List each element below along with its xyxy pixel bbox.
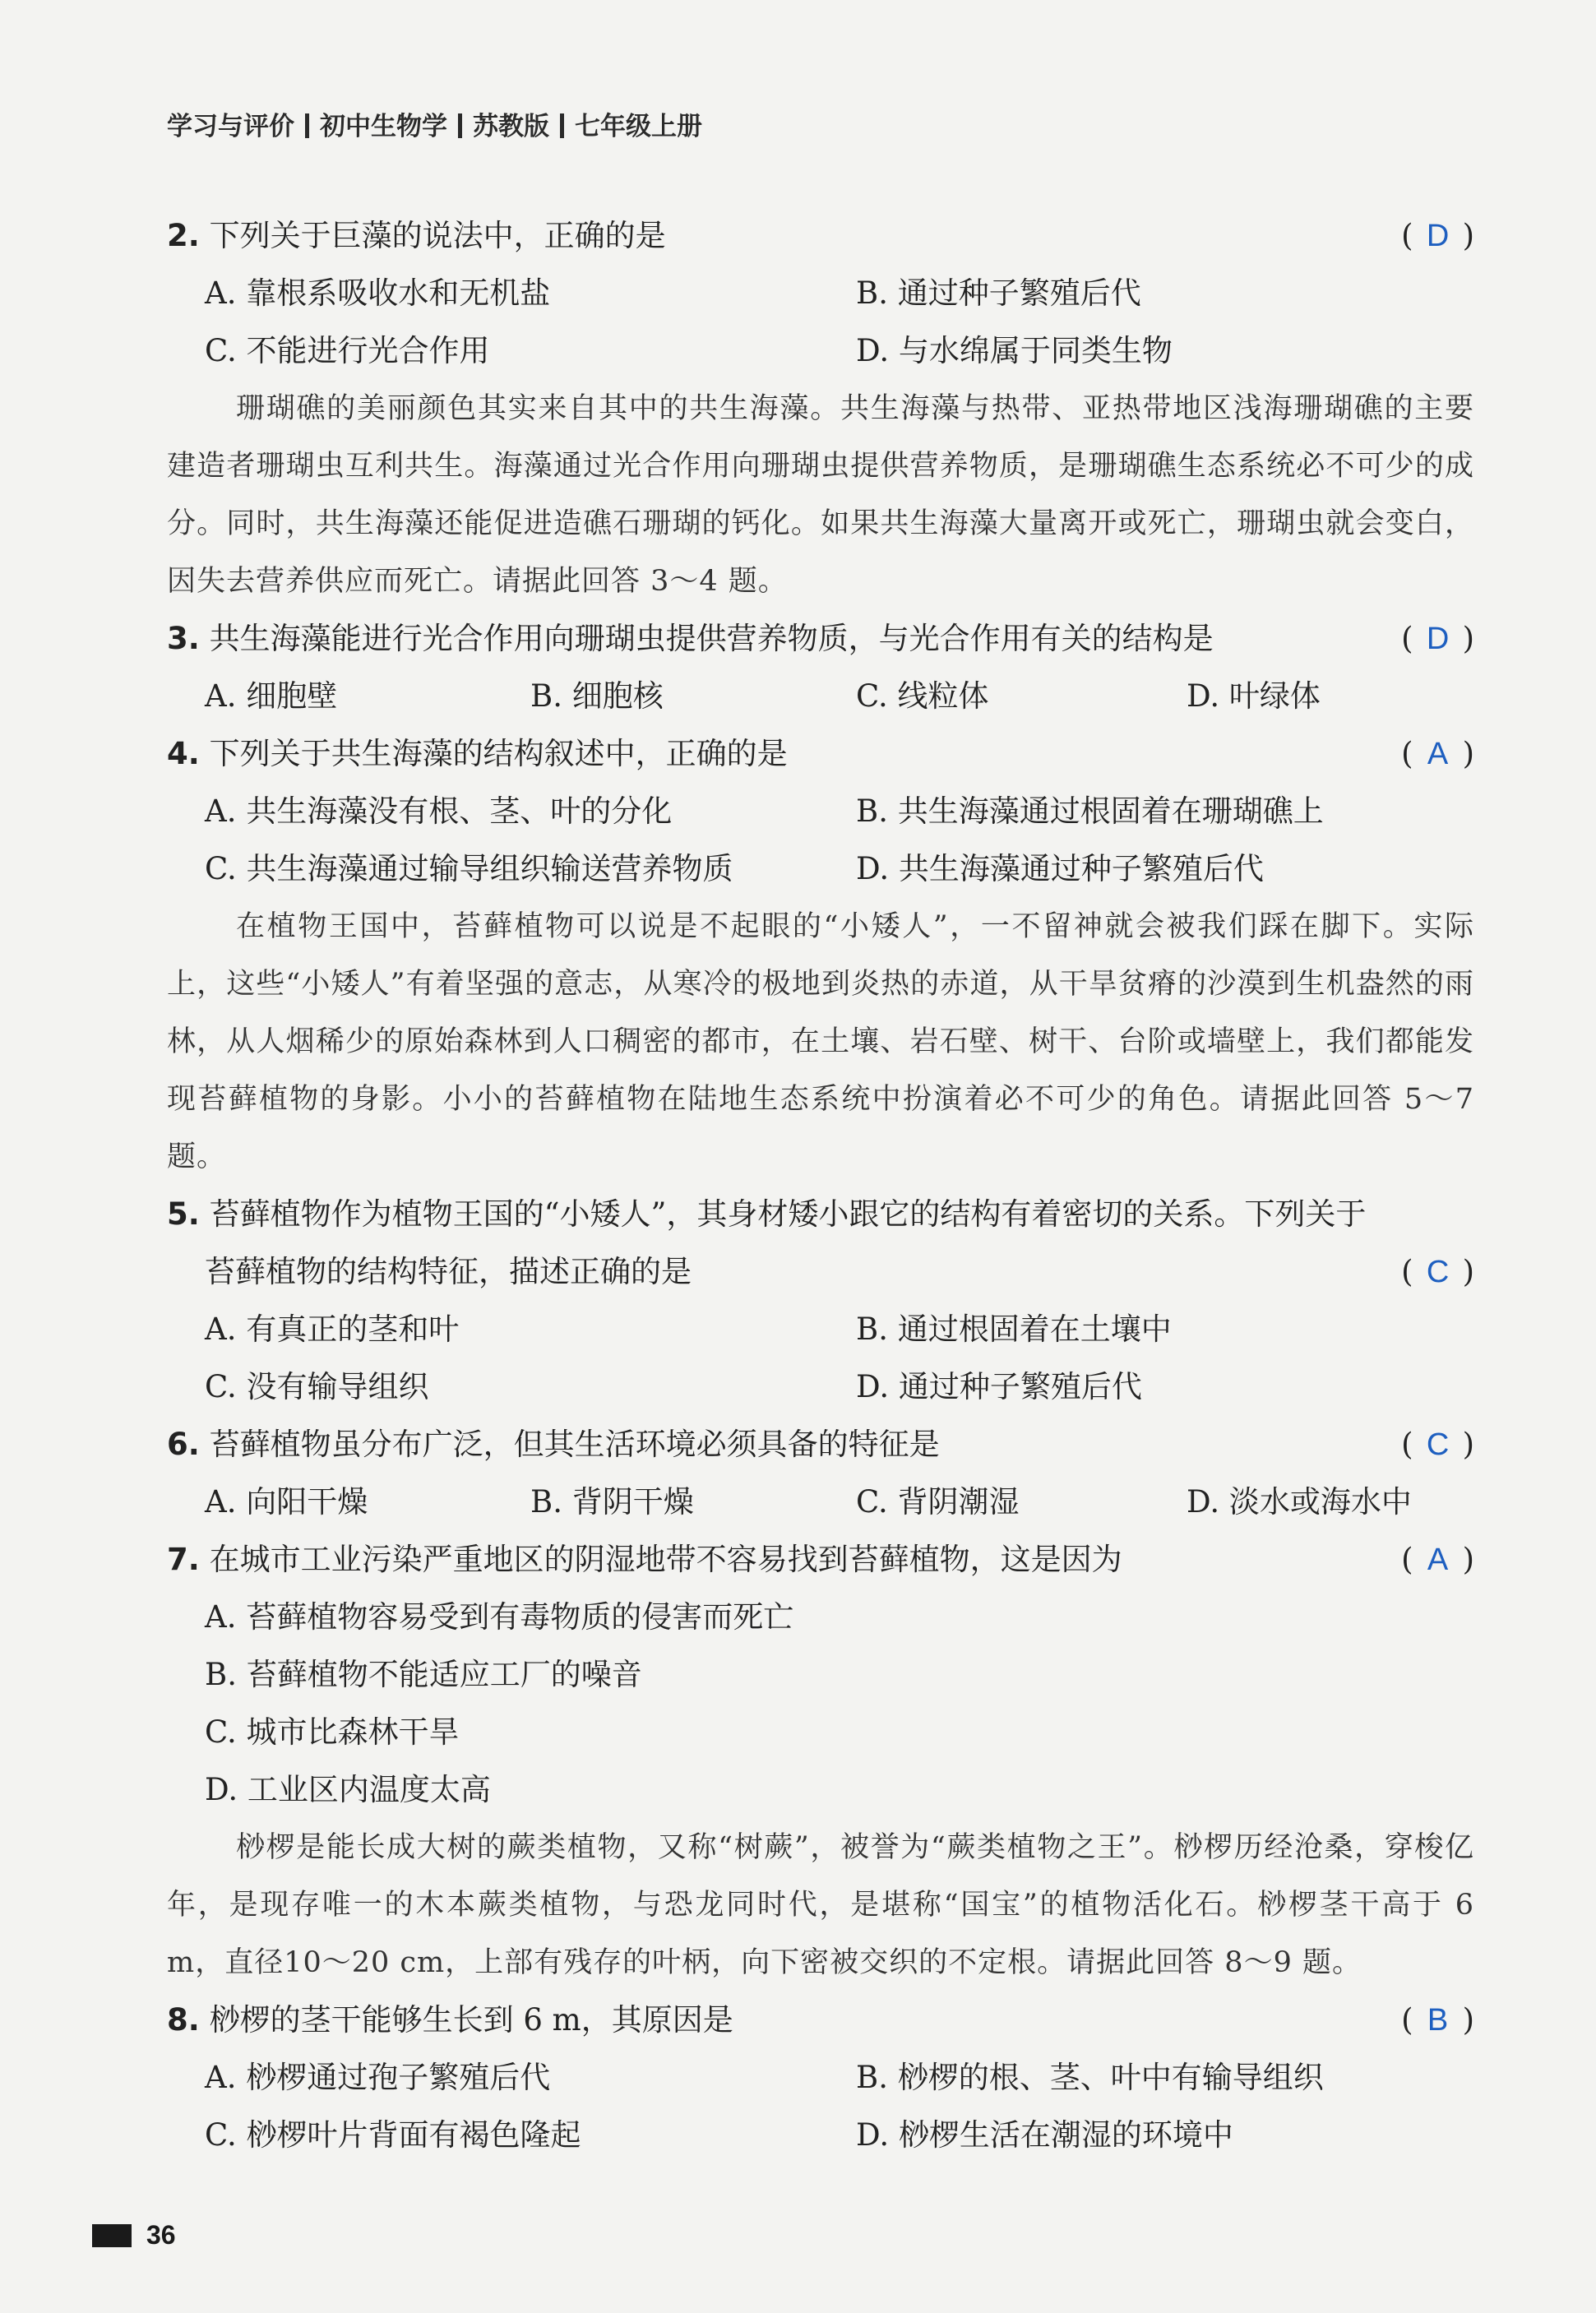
option-b: B. 细胞核 [530, 678, 664, 714]
option-d: D. 桫椤生活在潮湿的环境中 [856, 2117, 1233, 2153]
question-stem: 苔藓植物作为植物王国的“小矮人”，其身材矮小跟它的结构有着密切的关系。下列关于 [209, 1196, 1367, 1232]
option-d: D. 叶绿体 [1187, 678, 1321, 714]
footer-bar [92, 2224, 132, 2247]
question-5-continued [167, 1243, 1474, 1301]
option-c: C. 城市比森林干旱 [205, 1714, 460, 1750]
question-7 [167, 1531, 1474, 1589]
header-subject: 初中生物学 [320, 112, 447, 141]
option-a: A. 桫椤通过孢子繁殖后代 [205, 2060, 551, 2095]
option-c: C. 线粒体 [856, 678, 989, 714]
question-stem: 下列关于巨藻的说法中，正确的是 [209, 218, 666, 253]
option-d: D. 淡水或海水中 [1187, 1484, 1412, 1520]
option-b: B. 通过种子繁殖后代 [856, 275, 1141, 311]
option-c: C. 没有输导组织 [205, 1369, 429, 1404]
option-a: A. 靠根系吸收水和无机盐 [205, 275, 551, 311]
question-4 [167, 725, 1474, 783]
option-a: A. 苔藓植物容易受到有毒物质的侵害而死亡 [205, 1599, 794, 1635]
option-a: A. 有真正的茎和叶 [205, 1311, 460, 1347]
options-row [167, 322, 1474, 380]
question-number: 6. [167, 1427, 200, 1462]
question-number: 7. [167, 1542, 200, 1577]
question-5 [167, 1186, 1474, 1243]
answer-letter: A [1427, 737, 1449, 771]
question-number: 2. [167, 218, 200, 253]
reading-passage-3 [167, 1819, 1474, 1991]
options-row [167, 2049, 1474, 2107]
book-header [167, 105, 702, 142]
question-stem: 苔藓植物的结构特征，描述正确的是 [205, 1254, 692, 1289]
question-stem: 苔藓植物虽分布广泛，但其生活环境必须具备的特征是 [209, 1427, 940, 1462]
options-row [167, 1761, 1474, 1819]
option-b: B. 背阴干燥 [530, 1484, 694, 1520]
page-number: 36 [146, 2220, 176, 2250]
passage-text: 桫椤是能长成大树的蕨类植物，又称“树蕨”，被誉为“蕨类植物之王”。桫椤历经沧桑，穿梭亿年，是现存唯一的木本蕨类植物，与恐龙同时代，是堪称“国宝”的植物活化石。桫椤茎干高于 6 m，直径10～20 cm，上部有残存的叶柄，向下密被交织的不定根。请据此回答 8～9 题。 [167, 1831, 1474, 1979]
option-a: A. 共生海藻没有根、茎、叶的分化 [205, 793, 673, 829]
question-3 [167, 610, 1474, 668]
answer-letter: B [1427, 2003, 1449, 2038]
question-stem: 下列关于共生海藻的结构叙述中，正确的是 [209, 736, 788, 771]
question-number: 4. [167, 736, 200, 771]
answer-bracket: ( C ) [1401, 1243, 1474, 1301]
option-c: C. 不能进行光合作用 [205, 333, 490, 368]
passage-text: 在植物王国中，苔藓植物可以说是不起眼的“小矮人”，一不留神就会被我们踩在脚下。实际上，这些“小矮人”有着坚强的意志，从寒冷的极地到炎热的赤道，从干旱贫瘠的沙漠到生机盎然的雨林，从人烟稀少的原始森林到人口稠密的都市，在土壤、岩石壁、树干、台阶或墙壁上，我们都能发现苔藓植物的身影。小小的苔藓植物在陆地生态系统中扮演着必不可少的角色。请据此回答 5～7 题。 [167, 910, 1474, 1173]
header-separator [560, 113, 564, 138]
answer-bracket: ( A ) [1401, 725, 1474, 783]
answer-bracket: ( C ) [1401, 1416, 1474, 1473]
header-separator [305, 113, 309, 138]
header-grade: 七年级上册 [575, 112, 702, 141]
options-row [167, 840, 1474, 898]
page-footer [92, 2220, 176, 2251]
header-series: 学习与评价 [167, 112, 294, 141]
option-d: D. 共生海藻通过种子繁殖后代 [856, 851, 1264, 886]
option-b: B. 共生海藻通过根固着在珊瑚礁上 [856, 793, 1324, 829]
option-d: D. 与水绵属于同类生物 [856, 333, 1173, 368]
answer-letter: C [1426, 1427, 1450, 1462]
answer-bracket: ( D ) [1401, 207, 1474, 265]
options-row [167, 668, 1474, 725]
option-b: B. 桫椤的根、茎、叶中有输导组织 [856, 2060, 1324, 2095]
answer-letter: A [1427, 1543, 1449, 1577]
answer-letter: D [1426, 622, 1450, 656]
header-separator [458, 113, 462, 138]
page-content [167, 207, 1474, 2164]
question-8 [167, 1991, 1474, 2049]
question-number: 8. [167, 2002, 200, 2038]
options-row [167, 2107, 1474, 2164]
header-edition: 苏教版 [473, 112, 549, 141]
reading-passage-1 [167, 380, 1474, 610]
question-stem: 共生海藻能进行光合作用向珊瑚虫提供营养物质，与光合作用有关的结构是 [209, 621, 1214, 656]
question-stem: 在城市工业污染严重地区的阴湿地带不容易找到苔藓植物，这是因为 [209, 1542, 1122, 1577]
options-row [167, 1473, 1474, 1531]
options-row [167, 265, 1474, 322]
question-number: 3. [167, 621, 200, 656]
answer-bracket: ( A ) [1401, 1531, 1474, 1589]
answer-letter: C [1426, 1255, 1450, 1289]
options-row [167, 1704, 1474, 1761]
answer-bracket: ( B ) [1401, 1991, 1474, 2049]
passage-text: 珊瑚礁的美丽颜色其实来自其中的共生海藻。共生海藻与热带、亚热带地区浅海珊瑚礁的主要建造者珊瑚虫互利共生。海藻通过光合作用向珊瑚虫提供营养物质，是珊瑚礁生态系统必不可少的成分。同时，共生海藻还能促进造礁石珊瑚的钙化。如果共生海藻大量离开或死亡，珊瑚虫就会变白，因失去营养供应而死亡。请据此回答 3～4 题。 [167, 392, 1474, 598]
question-2 [167, 207, 1474, 265]
question-number: 5. [167, 1196, 200, 1232]
options-row [167, 1358, 1474, 1416]
option-d: D. 通过种子繁殖后代 [856, 1369, 1142, 1404]
options-row [167, 783, 1474, 840]
option-b: B. 通过根固着在土壤中 [856, 1311, 1172, 1347]
question-stem: 桫椤的茎干能够生长到 6 m，其原因是 [209, 2002, 733, 2038]
option-d: D. 工业区内温度太高 [205, 1772, 491, 1807]
option-c: C. 桫椤叶片背面有褐色隆起 [205, 2117, 581, 2153]
question-6 [167, 1416, 1474, 1473]
options-row [167, 1589, 1474, 1646]
options-row [167, 1646, 1474, 1704]
option-a: A. 向阳干燥 [205, 1484, 368, 1520]
reading-passage-2 [167, 898, 1474, 1186]
option-c: C. 共生海藻通过输导组织输送营养物质 [205, 851, 733, 886]
answer-letter: D [1426, 219, 1450, 253]
option-b: B. 苔藓植物不能适应工厂的噪音 [205, 1657, 642, 1692]
option-c: C. 背阴潮湿 [856, 1484, 1020, 1520]
answer-bracket: ( D ) [1401, 610, 1474, 668]
options-row [167, 1301, 1474, 1358]
option-a: A. 细胞壁 [205, 678, 338, 714]
